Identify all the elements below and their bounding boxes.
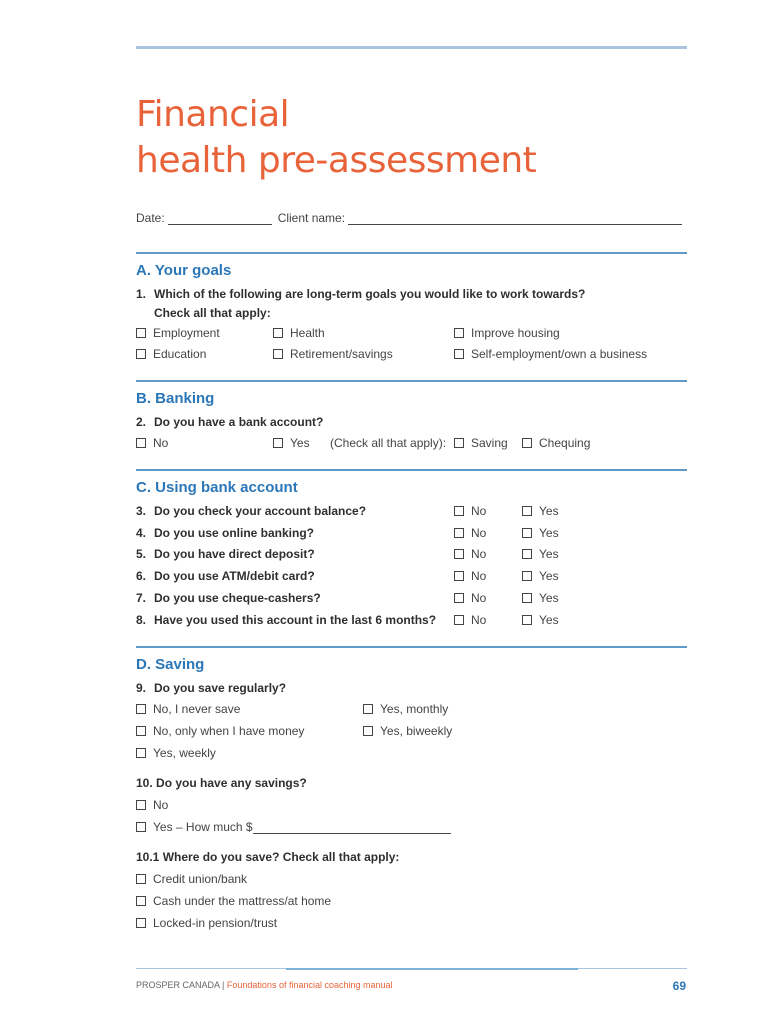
question-2-text: Do you have a bank account?	[154, 415, 324, 429]
footer-accent-rule	[286, 968, 578, 970]
question-text: Do you use ATM/debit card?	[154, 569, 315, 583]
checkbox-q6-no[interactable]	[454, 569, 486, 583]
option-label: Chequing	[539, 436, 591, 450]
checkbox-q5-yes[interactable]	[522, 547, 559, 561]
checkbox-improve-housing[interactable]	[454, 326, 560, 340]
top-rule	[136, 46, 687, 49]
option-label: No	[471, 526, 487, 540]
footer-manual-title: Foundations of financial coaching manual	[226, 980, 393, 990]
option-label: Cash under the mattress/at home	[153, 894, 332, 908]
question-text: Have you used this account in the last 6 months?	[154, 613, 437, 627]
option-label: Health	[290, 326, 325, 340]
option-label: Yes	[539, 526, 559, 540]
option-label: Employment	[153, 326, 220, 340]
checkbox-icon[interactable]	[454, 328, 464, 338]
checkbox-icon[interactable]	[136, 822, 146, 832]
checkbox-self-employment[interactable]	[454, 347, 647, 361]
question-number: 6.	[136, 569, 147, 583]
checkbox-icon[interactable]	[136, 800, 146, 810]
question-text: Do you have direct deposit?	[154, 547, 315, 561]
checkbox-q8-no[interactable]	[454, 613, 486, 627]
checkbox-icon[interactable]	[522, 549, 532, 559]
option-label: No	[471, 547, 487, 561]
checkbox-icon[interactable]	[454, 571, 464, 581]
checkbox-icon[interactable]	[273, 349, 283, 359]
section-c-rule	[136, 469, 687, 471]
checkbox-icon[interactable]	[363, 726, 373, 736]
checkbox-icon[interactable]	[522, 615, 532, 625]
option-label: Yes	[539, 569, 559, 583]
section-d-rule	[136, 646, 687, 648]
title-line-2: health pre-assessment	[136, 140, 537, 181]
option-label: Yes	[539, 504, 559, 518]
checkbox-icon[interactable]	[136, 896, 146, 906]
checkbox-icon[interactable]	[136, 726, 146, 736]
checkbox-icon[interactable]	[454, 615, 464, 625]
checkbox-icon[interactable]	[522, 528, 532, 538]
date-label: Date:	[136, 211, 165, 225]
option-label: No	[153, 798, 169, 812]
option-label: Yes	[539, 547, 559, 561]
checkbox-icon[interactable]	[273, 438, 283, 448]
section-b-heading: B. Banking	[136, 390, 215, 407]
option-label: Yes, weekly	[153, 746, 216, 760]
option-label: Yes	[539, 613, 559, 627]
option-label: Locked-in pension/trust	[153, 916, 278, 930]
option-label: No	[471, 613, 487, 627]
question-1-subtext: Check all that apply:	[154, 306, 271, 320]
checkbox-icon[interactable]	[454, 349, 464, 359]
option-label: No, only when I have money	[153, 724, 305, 738]
checkbox-health[interactable]	[273, 326, 325, 340]
checkbox-chequing[interactable]	[522, 436, 590, 450]
checkbox-icon[interactable]	[522, 506, 532, 516]
checkbox-savings-yes[interactable]	[136, 820, 451, 834]
option-label: Yes	[290, 436, 310, 450]
question-10-number: 10.	[136, 776, 153, 790]
question-2-number: 2.	[136, 415, 147, 429]
checkbox-q4-yes[interactable]	[522, 526, 559, 540]
checkbox-icon[interactable]	[454, 528, 464, 538]
checkbox-icon[interactable]	[363, 704, 373, 714]
option-label: Yes	[539, 591, 559, 605]
checkbox-yes-weekly[interactable]	[136, 746, 216, 760]
question-9	[136, 681, 286, 695]
option-label: Education	[153, 347, 207, 361]
checkbox-bank-no[interactable]	[136, 436, 168, 450]
checkbox-icon[interactable]	[136, 349, 146, 359]
section-b-rule	[136, 380, 687, 382]
question-4	[136, 526, 314, 540]
question-10-1	[136, 850, 399, 864]
checkbox-q7-no[interactable]	[454, 591, 486, 605]
checkbox-icon[interactable]	[522, 438, 532, 448]
checkbox-savings-no[interactable]	[136, 798, 168, 812]
question-6	[136, 569, 315, 583]
question-text: Do you use cheque-cashers?	[154, 591, 321, 605]
checkbox-cash-at-home[interactable]	[136, 894, 331, 908]
question-7	[136, 591, 321, 605]
checkbox-employment[interactable]	[136, 326, 220, 340]
option-label: Yes, monthly	[380, 702, 449, 716]
checkbox-q3-no[interactable]	[454, 504, 486, 518]
section-c-heading: C. Using bank account	[136, 479, 298, 496]
question-number: 5.	[136, 547, 147, 561]
page-number: 69	[672, 979, 686, 993]
checkbox-never-save[interactable]	[136, 702, 240, 716]
question-number: 7.	[136, 591, 147, 605]
option-label: Credit union/bank	[153, 872, 248, 886]
option-label: Self-employment/own a business	[471, 347, 648, 361]
checkbox-retirement-savings[interactable]	[273, 347, 393, 361]
footer-org: PROSPER CANADA	[136, 980, 220, 990]
checkbox-icon[interactable]	[454, 438, 464, 448]
client-name-field[interactable]	[348, 212, 682, 225]
question-1	[136, 287, 585, 301]
savings-amount-field[interactable]	[253, 821, 451, 834]
question-number: 3.	[136, 504, 147, 518]
checkbox-credit-union-bank[interactable]	[136, 872, 247, 886]
check-all-note: (Check all that apply):	[330, 436, 447, 450]
checkbox-icon[interactable]	[454, 549, 464, 559]
checkbox-yes-monthly[interactable]	[363, 702, 448, 716]
checkbox-icon[interactable]	[522, 593, 532, 603]
option-label: No, I never save	[153, 702, 241, 716]
option-label: No	[153, 436, 169, 450]
checkbox-only-when-money[interactable]	[136, 724, 304, 738]
question-8	[136, 613, 436, 627]
option-label: Saving	[471, 436, 508, 450]
section-a-heading: A. Your goals	[136, 262, 232, 279]
checkbox-q8-yes[interactable]	[522, 613, 559, 627]
checkbox-icon[interactable]	[136, 438, 146, 448]
option-label: No	[471, 591, 487, 605]
checkbox-icon[interactable]	[273, 328, 283, 338]
checkbox-icon[interactable]	[136, 918, 146, 928]
page-title	[136, 92, 536, 184]
option-label: Yes, biweekly	[380, 724, 453, 738]
checkbox-icon[interactable]	[454, 593, 464, 603]
checkbox-icon[interactable]	[136, 874, 146, 884]
checkbox-q4-no[interactable]	[454, 526, 486, 540]
client-name-label: Client name:	[277, 211, 346, 225]
option-label: No	[471, 504, 487, 518]
question-number: 4.	[136, 526, 147, 540]
question-9-number: 9.	[136, 681, 147, 695]
checkbox-locked-in-pension[interactable]	[136, 916, 277, 930]
checkbox-q3-yes[interactable]	[522, 504, 559, 518]
checkbox-q6-yes[interactable]	[522, 569, 559, 583]
checkbox-q7-yes[interactable]	[522, 591, 559, 605]
checkbox-icon[interactable]	[136, 328, 146, 338]
question-3	[136, 504, 366, 518]
question-1-text: Which of the following are long-term goals you would like to work towards?	[154, 287, 586, 301]
date-field[interactable]	[168, 212, 272, 225]
checkbox-saving[interactable]	[454, 436, 508, 450]
section-d-heading: D. Saving	[136, 656, 205, 673]
checkbox-bank-yes[interactable]	[273, 436, 310, 450]
question-10	[136, 776, 307, 790]
question-number: 8.	[136, 613, 147, 627]
question-10-1-number: 10.1	[136, 850, 160, 864]
checkbox-icon[interactable]	[522, 571, 532, 581]
option-label: Yes – How much $	[153, 820, 253, 834]
checkbox-yes-biweekly[interactable]	[363, 724, 452, 738]
question-2	[136, 415, 323, 429]
question-text: Do you check your account balance?	[154, 504, 367, 518]
checkbox-icon[interactable]	[454, 506, 464, 516]
option-label: Improve housing	[471, 326, 560, 340]
footer	[136, 980, 393, 990]
question-10-1-text: Where do you save? Check all that apply:	[162, 850, 400, 864]
checkbox-icon[interactable]	[136, 704, 146, 714]
question-text: Do you use online banking?	[154, 526, 315, 540]
question-10-text: Do you have any savings?	[156, 776, 307, 790]
option-label: No	[471, 569, 487, 583]
option-label: Retirement/savings	[290, 347, 393, 361]
checkbox-q5-no[interactable]	[454, 547, 486, 561]
footer-separator: |	[222, 980, 225, 990]
question-5	[136, 547, 315, 561]
title-line-1: Financial	[136, 94, 290, 135]
question-1-number: 1.	[136, 287, 147, 301]
checkbox-icon[interactable]	[136, 748, 146, 758]
section-a-rule	[136, 252, 687, 254]
checkbox-education[interactable]	[136, 347, 206, 361]
date-client-row	[136, 211, 682, 225]
question-9-text: Do you save regularly?	[154, 681, 287, 695]
